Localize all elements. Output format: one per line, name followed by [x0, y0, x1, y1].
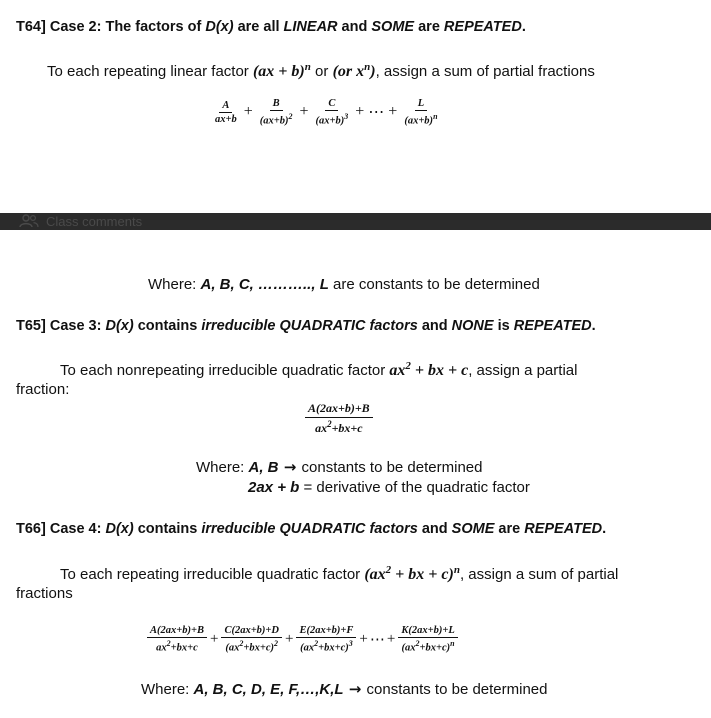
t64-intro: To each repeating linear factor (ax + b)$^n$ or (or $x^n$), assign a sum of partial fractions — [47, 61, 595, 80]
t65-intro: To each nonrepeating irreducible quadratic factor $ax^2$ + bx + c, assign a partial — [60, 360, 578, 379]
t65-intro-cont: fraction: — [16, 381, 70, 398]
fraction-term: $\frac{A(2ax+b)+B}{ax^2+bx+c}$ — [147, 625, 207, 654]
t65-derivative: 2ax + b = derivative of the quadratic factor — [248, 479, 530, 496]
people-icon — [19, 214, 39, 233]
t66-intro-cont: fractions — [16, 585, 73, 602]
right-arrow-icon: → — [343, 680, 367, 698]
class-comments-label[interactable]: Class comments — [46, 214, 143, 229]
t64-formula: $\frac{A}{ax+b}$ + $\frac{B}{(ax+b)^2}$ + $\frac{C}{(ax+b)^3}$ + ⋯ + $\frac{L}{(ax+b)^n}$ — [210, 98, 443, 127]
fraction-term: $\frac{K(2ax+b)+L}{(ax^2+bx+c)^n}$ — [398, 625, 457, 654]
fraction-term: $\frac{A}{ax+b}$ — [215, 99, 237, 125]
t64-heading: T64] Case 2: The factors of D(x) are all LINEAR and SOME are REPEATED. — [16, 19, 526, 35]
fraction-term: $\frac{L}{(ax+b)^n}$ — [404, 98, 438, 127]
fraction-term: $\frac{C(2ax+b)+D}{(ax^2+bx+c)^2}$ — [221, 625, 282, 654]
fraction-term: $\frac{A(2ax+b)+B}{ax^2+bx+c}$ — [305, 401, 373, 436]
t66-intro: To each repeating irreducible quadratic factor ($ax^2$ + bx + c)$^n$, assign a sum of partial — [60, 564, 619, 583]
t66-formula: $\frac{A(2ax+b)+B}{ax^2+bx+c}$ + $\frac{C(2ax+b)+D}{(ax^2+bx+c)^2}$ + $\frac{E(2ax+b)+F}{(ax^2+bx+c)^3}$ + ⋯ + $\frac{K(2ax+b)+L}{(ax^2+bx+c)^n}$ — [145, 625, 460, 654]
class-comments-bar[interactable] — [0, 213, 711, 230]
t64-where: Where: A, B, C, ……….., L are constants to be determined — [148, 276, 540, 293]
t66-where: Where: A, B, C, D, E, F,…,K,L → constants to be determined — [141, 680, 548, 698]
fraction-term: $\frac{B}{(ax+b)^2}$ — [259, 98, 293, 127]
fraction-term: $\frac{C}{(ax+b)^3}$ — [315, 98, 349, 127]
t65-heading: T65] Case 3: D(x) contains irreducible QUADRATIC factors and NONE is REPEATED. — [16, 318, 596, 334]
t65-where: Where: A, B → constants to be determined — [196, 458, 483, 476]
fraction-term: $\frac{E(2ax+b)+F}{(ax^2+bx+c)^3}$ — [296, 625, 356, 654]
t65-formula — [303, 401, 375, 436]
t66-heading: T66] Case 4: D(x) contains irreducible QUADRATIC factors and SOME are REPEATED. — [16, 521, 607, 537]
right-arrow-icon: → — [278, 458, 302, 476]
